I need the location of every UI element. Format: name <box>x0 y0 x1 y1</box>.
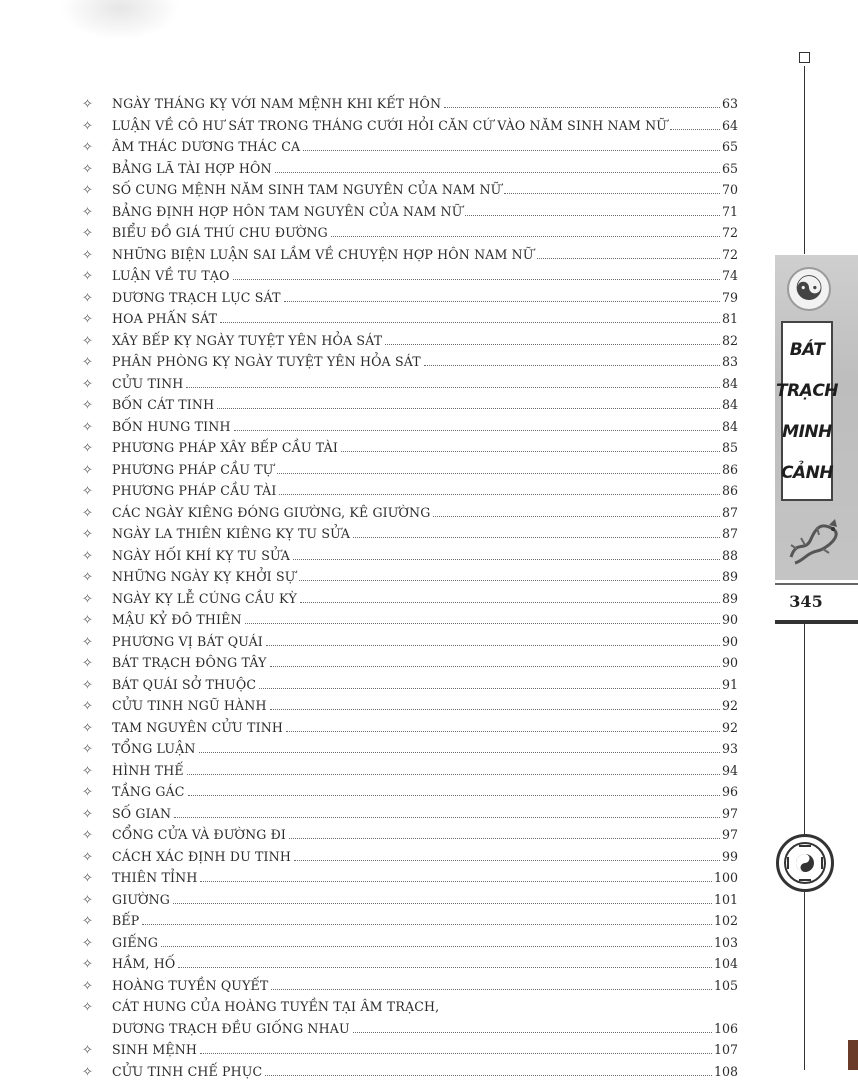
toc-entry <box>82 935 738 957</box>
toc-entry <box>82 225 738 247</box>
toc-entry-title: CỬU TINH <box>112 376 183 391</box>
toc-entry-title: HOÀNG TUYỀN QUYẾT <box>112 978 268 993</box>
diamond-bullet-icon: ✧ <box>82 936 112 951</box>
toc-entry <box>82 311 738 333</box>
dot-leader <box>187 774 720 775</box>
toc-entry <box>82 569 738 591</box>
toc-entry-page: 91 <box>722 677 738 692</box>
diamond-bullet-icon: ✧ <box>82 914 112 929</box>
toc-entry-page: 92 <box>722 720 738 735</box>
divider-bar <box>775 620 858 624</box>
toc-entry-page: 88 <box>722 548 738 563</box>
diamond-bullet-icon: ✧ <box>82 592 112 607</box>
toc-entry <box>82 290 738 312</box>
diamond-bullet-icon: ✧ <box>82 678 112 693</box>
toc-entry <box>82 397 738 419</box>
toc-entry <box>82 999 738 1021</box>
dot-leader <box>186 387 720 388</box>
toc-entry-title: NHỮNG BIỆN LUẬN SAI LẦM VỀ CHUYỆN HỢP HÔN NAM NỮ <box>112 247 534 262</box>
yin-yang-icon: ☯ <box>787 267 831 311</box>
toc-entry <box>82 462 738 484</box>
dot-leader <box>385 344 720 345</box>
diamond-bullet-icon: ✧ <box>82 871 112 886</box>
dot-leader <box>284 301 720 302</box>
toc-entry-title: DƯƠNG TRẠCH ĐỀU GIỐNG NHAU <box>112 1021 350 1036</box>
toc-entry-title: CÁCH XÁC ĐỊNH DU TINH <box>112 849 291 864</box>
toc-entry <box>82 849 738 871</box>
toc-entry <box>82 591 738 613</box>
toc-entry-page: 84 <box>722 397 738 412</box>
dot-leader <box>220 322 720 323</box>
dot-leader <box>289 838 720 839</box>
dot-leader <box>465 215 720 216</box>
toc-entry <box>82 720 738 742</box>
diamond-bullet-icon: ✧ <box>82 764 112 779</box>
toc-entry <box>82 784 738 806</box>
toc-entry-title: BIỂU ĐỒ GIÁ THÚ CHU ĐƯỜNG <box>112 225 328 240</box>
toc-entry <box>82 354 738 376</box>
book-title-word-2: TRẠCH <box>776 381 838 401</box>
toc-entry-page: 65 <box>722 139 738 154</box>
diamond-bullet-icon: ✧ <box>82 463 112 478</box>
dot-leader <box>259 688 720 689</box>
diamond-bullet-icon: ✧ <box>82 957 112 972</box>
toc-entry-title: BẾP <box>112 913 139 928</box>
toc-entry-page: 64 <box>722 118 738 133</box>
diamond-bullet-icon: ✧ <box>82 312 112 327</box>
toc-entry-page: 89 <box>722 591 738 606</box>
toc-entry <box>82 612 738 634</box>
toc-entry-page: 93 <box>722 741 738 756</box>
dot-leader <box>265 1075 712 1076</box>
toc-entry-title: BẢNG ĐỊNH HỢP HÔN TAM NGUYÊN CỦA NAM NỮ <box>112 204 462 219</box>
toc-entry <box>82 827 738 849</box>
toc-entry-title: PHÂN PHÒNG KỴ NGÀY TUYỆT YÊN HỎA SÁT <box>112 354 421 369</box>
toc-entry-title: NGÀY THÁNG KỴ VỚI NAM MỆNH KHI KẾT HÔN <box>112 96 441 111</box>
toc-entry <box>82 806 738 828</box>
toc-entry <box>82 419 738 441</box>
diamond-bullet-icon: ✧ <box>82 893 112 908</box>
toc-entry <box>82 247 738 269</box>
dot-leader <box>279 494 719 495</box>
diamond-bullet-icon: ✧ <box>82 979 112 994</box>
toc-entry-page: 106 <box>714 1021 738 1036</box>
toc-entry <box>82 1042 738 1064</box>
dot-leader <box>245 623 720 624</box>
dot-leader <box>353 1032 712 1033</box>
book-title-box <box>781 321 833 501</box>
toc-entry-title: PHƯƠNG PHÁP XÂY BẾP CẦU TÀI <box>112 440 338 455</box>
toc-entry-title: HẦM, HỐ <box>112 956 175 971</box>
toc-entry-page: 81 <box>722 311 738 326</box>
toc-entry-title: CÁT HUNG CỦA HOÀNG TUYỀN TẠI ÂM TRẠCH, <box>112 999 439 1014</box>
toc-entry <box>82 677 738 699</box>
toc-entry-title: LUẬN VỀ CÔ HƯ SÁT TRONG THÁNG CƯỚI HỎI CĂN CỨ VÀO NĂM SINH NAM NỮ <box>112 118 667 133</box>
toc-entry-page: 90 <box>722 612 738 627</box>
dot-leader <box>294 860 720 861</box>
toc-entry-title: DƯƠNG TRẠCH LỤC SÁT <box>112 290 281 305</box>
toc-entry-page: 86 <box>722 462 738 477</box>
toc-entry-title: PHƯƠNG PHÁP CẦU TÀI <box>112 483 276 498</box>
toc-entry <box>82 526 738 548</box>
spine-line-middle <box>804 624 805 834</box>
toc-entry-title: HÌNH THẾ <box>112 763 184 778</box>
diamond-bullet-icon: ✧ <box>82 1043 112 1058</box>
toc-entry <box>82 978 738 1000</box>
toc-entry-page: 84 <box>722 419 738 434</box>
toc-entry-title: MẬU KỶ ĐÔ THIÊN <box>112 612 242 627</box>
toc-entry-title: NGÀY LA THIÊN KIÊNG KỴ TU SỬA <box>112 526 350 541</box>
diamond-bullet-icon: ✧ <box>82 699 112 714</box>
toc-entry-page: 92 <box>722 698 738 713</box>
toc-entry-title: CỬU TINH NGŨ HÀNH <box>112 698 267 713</box>
toc-entry-title: NGÀY HỐI KHÍ KỴ TU SỬA <box>112 548 290 563</box>
diamond-bullet-icon: ✧ <box>82 656 112 671</box>
dot-leader <box>234 430 720 431</box>
spine-line-bottom <box>804 892 805 1070</box>
toc-entry-page: 72 <box>722 225 738 240</box>
diamond-bullet-icon: ✧ <box>82 398 112 413</box>
diamond-bullet-icon: ✧ <box>82 613 112 628</box>
dot-leader <box>142 924 712 925</box>
dot-leader <box>537 258 720 259</box>
diamond-bullet-icon: ✧ <box>82 785 112 800</box>
toc-entry-title: BỐN HUNG TINH <box>112 419 231 434</box>
toc-entry-page: 65 <box>722 161 738 176</box>
toc-entry <box>82 1021 738 1043</box>
dot-leader <box>341 451 720 452</box>
toc-entry <box>82 698 738 720</box>
toc-entry-page: 79 <box>722 290 738 305</box>
dot-leader <box>217 408 720 409</box>
toc-entry-title: TẦNG GÁC <box>112 784 185 799</box>
toc-entry-title: LUẬN VỀ TU TẠO <box>112 268 230 283</box>
diamond-bullet-icon: ✧ <box>82 377 112 392</box>
diamond-bullet-icon: ✧ <box>82 506 112 521</box>
toc-entry-page: 103 <box>714 935 738 950</box>
toc-entry-page: 83 <box>722 354 738 369</box>
sidebar-panel <box>775 255 858 580</box>
dot-leader <box>444 107 720 108</box>
scan-smudge <box>60 0 180 40</box>
diamond-bullet-icon: ✧ <box>82 635 112 650</box>
dot-leader <box>300 602 720 603</box>
toc-entry-title: NGÀY KỴ LỄ CÚNG CẦU KỲ <box>112 591 297 606</box>
dot-leader <box>173 903 712 904</box>
page-number: 345 <box>775 592 837 611</box>
diamond-bullet-icon: ✧ <box>82 850 112 865</box>
toc-entry <box>82 139 738 161</box>
dot-leader <box>331 236 720 237</box>
toc-entry <box>82 204 738 226</box>
toc-entry <box>82 913 738 935</box>
toc-entry-page: 84 <box>722 376 738 391</box>
book-title-word-1: BÁT <box>790 340 825 360</box>
diamond-bullet-icon: ✧ <box>82 1000 112 1015</box>
dot-leader <box>299 580 720 581</box>
dot-leader <box>270 709 720 710</box>
toc-entry-title: SINH MỆNH <box>112 1042 197 1057</box>
toc-entry-page: 63 <box>722 96 738 111</box>
dot-leader <box>161 946 712 947</box>
toc-entry <box>82 763 738 785</box>
toc-entry-title: TỔNG LUẬN <box>112 741 196 756</box>
book-title-word-4: CẢNH <box>781 463 833 483</box>
toc-entry-page: 105 <box>714 978 738 993</box>
toc-entry-title: CỬU TINH CHẾ PHỤC <box>112 1064 262 1079</box>
dragon-icon <box>783 509 843 567</box>
dot-leader <box>277 473 720 474</box>
dot-leader <box>188 795 720 796</box>
diamond-bullet-icon: ✧ <box>82 527 112 542</box>
book-title-word-3: MINH <box>782 422 832 442</box>
dot-leader <box>270 666 720 667</box>
diamond-bullet-icon: ✧ <box>82 828 112 843</box>
toc-entry <box>82 956 738 978</box>
toc-entry-page: 97 <box>722 806 738 821</box>
diamond-bullet-icon: ✧ <box>82 355 112 370</box>
dot-leader <box>271 989 712 990</box>
dot-leader <box>199 752 720 753</box>
diamond-bullet-icon: ✧ <box>82 484 112 499</box>
toc-entry <box>82 741 738 763</box>
dot-leader <box>200 1053 712 1054</box>
toc-entry-page: 99 <box>722 849 738 864</box>
dot-leader <box>670 129 720 130</box>
toc-entry <box>82 892 738 914</box>
toc-entry-title: ÂM THÁC DƯƠNG THÁC CA <box>112 139 300 154</box>
toc-entry-page: 107 <box>714 1042 738 1057</box>
toc-entry-page: 85 <box>722 440 738 455</box>
diamond-bullet-icon: ✧ <box>82 140 112 155</box>
toc-entry-page: 108 <box>714 1064 738 1079</box>
toc-entry-page: 87 <box>722 505 738 520</box>
diamond-bullet-icon: ✧ <box>82 721 112 736</box>
diamond-bullet-icon: ✧ <box>82 269 112 284</box>
toc-entry-title: GIẾNG <box>112 935 158 950</box>
dot-leader <box>266 645 720 646</box>
diamond-bullet-icon: ✧ <box>82 549 112 564</box>
dot-leader <box>200 881 712 882</box>
toc-entry <box>82 118 738 140</box>
diamond-bullet-icon: ✧ <box>82 205 112 220</box>
toc-entry-title: PHƯƠNG PHÁP CẦU TỰ <box>112 462 274 477</box>
dot-leader <box>293 559 720 560</box>
page-edge <box>848 1040 858 1070</box>
dot-leader <box>286 731 720 732</box>
toc-entry-title: THIÊN TỈNH <box>112 870 197 885</box>
dot-leader <box>178 967 712 968</box>
toc-entry <box>82 634 738 656</box>
dot-leader <box>303 150 720 151</box>
toc-entry-page: 90 <box>722 655 738 670</box>
divider-line <box>775 583 858 585</box>
dot-leader <box>233 279 720 280</box>
dot-leader <box>174 817 720 818</box>
toc-entry-page: 70 <box>722 182 738 197</box>
toc-entry-title: TAM NGUYÊN CỬU TINH <box>112 720 283 735</box>
toc-entry-page: 86 <box>722 483 738 498</box>
toc-entry <box>82 440 738 462</box>
toc-entry-page: 104 <box>714 956 738 971</box>
toc-entry-page: 100 <box>714 870 738 885</box>
diamond-bullet-icon: ✧ <box>82 248 112 263</box>
toc-entry <box>82 505 738 527</box>
toc-entry <box>82 1064 738 1085</box>
toc-entry-page: 96 <box>722 784 738 799</box>
table-of-contents <box>82 96 738 1085</box>
toc-entry-page: 94 <box>722 763 738 778</box>
toc-entry-page: 89 <box>722 569 738 584</box>
toc-entry <box>82 182 738 204</box>
toc-entry <box>82 483 738 505</box>
toc-entry <box>82 548 738 570</box>
diamond-bullet-icon: ✧ <box>82 570 112 585</box>
diamond-bullet-icon: ✧ <box>82 291 112 306</box>
diamond-bullet-icon: ✧ <box>82 807 112 822</box>
diamond-bullet-icon: ✧ <box>82 97 112 112</box>
toc-entry <box>82 376 738 398</box>
dot-leader <box>275 172 720 173</box>
toc-entry-title: CỔNG CỬA VÀ ĐƯỜNG ĐI <box>112 827 286 842</box>
spine-square-ornament <box>799 52 810 63</box>
toc-entry-page: 74 <box>722 268 738 283</box>
toc-entry-title: SỐ CUNG MỆNH NĂM SINH TAM NGUYÊN CỦA NAM NỮ <box>112 182 501 197</box>
toc-entry-page: 82 <box>722 333 738 348</box>
toc-entry-title: SỐ GIAN <box>112 806 171 821</box>
dot-leader <box>504 193 720 194</box>
diamond-bullet-icon: ✧ <box>82 183 112 198</box>
toc-entry-page: 72 <box>722 247 738 262</box>
toc-entry-page: 97 <box>722 827 738 842</box>
diamond-bullet-icon: ✧ <box>82 441 112 456</box>
toc-entry-title: BẢNG LÃ TÀI HỢP HÔN <box>112 161 272 176</box>
toc-entry-title: PHƯƠNG VỊ BÁT QUÁI <box>112 634 263 649</box>
toc-entry <box>82 268 738 290</box>
toc-entry-title: CÁC NGÀY KIÊNG ĐÓNG GIƯỜNG, KÊ GIƯỜNG <box>112 505 430 520</box>
toc-entry-title: GIƯỜNG <box>112 892 170 907</box>
diamond-bullet-icon: ✧ <box>82 420 112 435</box>
toc-entry-page: 102 <box>714 913 738 928</box>
diamond-bullet-icon: ✧ <box>82 334 112 349</box>
spine-line-top <box>804 66 805 254</box>
toc-entry-page: 90 <box>722 634 738 649</box>
dot-leader <box>433 516 720 517</box>
diamond-bullet-icon: ✧ <box>82 742 112 757</box>
toc-entry <box>82 161 738 183</box>
toc-entry-title: NHỮNG NGÀY KỴ KHỞI SỰ <box>112 569 296 584</box>
diamond-bullet-icon: ✧ <box>82 1065 112 1080</box>
toc-entry <box>82 870 738 892</box>
toc-entry-title: BỐN CÁT TINH <box>112 397 214 412</box>
toc-entry-page: 87 <box>722 526 738 541</box>
toc-entry-title: HOA PHẤN SÁT <box>112 311 217 326</box>
diamond-bullet-icon: ✧ <box>82 119 112 134</box>
dot-leader <box>424 365 720 366</box>
toc-entry-page: 101 <box>714 892 738 907</box>
toc-entry <box>82 96 738 118</box>
toc-entry <box>82 655 738 677</box>
toc-entry-title: BÁT TRẠCH ĐÔNG TÂY <box>112 655 267 670</box>
toc-entry <box>82 333 738 355</box>
diamond-bullet-icon: ✧ <box>82 226 112 241</box>
diamond-bullet-icon: ✧ <box>82 162 112 177</box>
dot-leader <box>353 537 720 538</box>
bagua-icon <box>776 834 834 892</box>
toc-entry-page: 71 <box>722 204 738 219</box>
toc-entry-title: XÂY BẾP KỴ NGÀY TUYỆT YÊN HỎA SÁT <box>112 333 382 348</box>
toc-entry-title: BÁT QUÁI SỞ THUỘC <box>112 677 256 692</box>
